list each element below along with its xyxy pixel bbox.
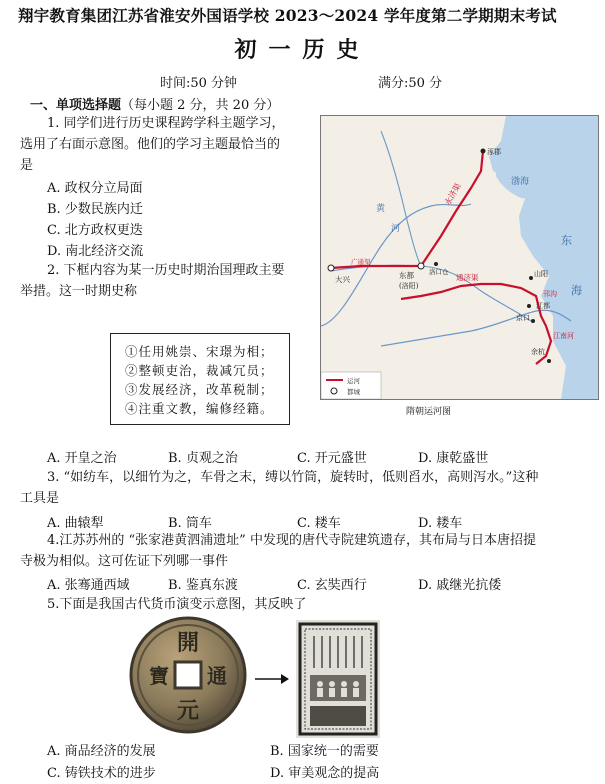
label-guangtong: 广通渠	[351, 258, 371, 266]
legend-capital: 都城	[347, 388, 360, 396]
q3-line2: 工具是	[20, 491, 60, 506]
q4-line1: 4.江苏苏州的 “张家港黄泗浦遗址” 中发现的唐代寺院建筑遗存，其布局与日本唐招提	[47, 533, 536, 548]
q1-line1: 1. 同学们进行历史课程跨学科主题学习，	[47, 116, 285, 131]
policy-item: ④注重文教，编修经籍。	[125, 401, 274, 416]
q3-line1: 3. “如纺车，以细竹为之，车骨之末，缚以竹筒，旋转时，低则舀水，高则泻水。”这种	[47, 470, 539, 485]
q2-option-a[interactable]: A. 开皇之治	[47, 451, 117, 466]
q1-option-d[interactable]: D. 南北经济交流	[47, 244, 144, 259]
label-jiangdu: 江都	[536, 302, 550, 310]
map-caption: 隋朝运河图	[406, 407, 452, 417]
coin-char-top: 開	[176, 630, 200, 656]
school-title: 翔宇教育集团江苏省淮安外国语学校 2023～2024 学年度第二学期期末考试	[18, 6, 557, 25]
q3-option-d[interactable]: D. 耧车	[418, 516, 463, 531]
q4-option-d[interactable]: D. 戚继光抗倭	[418, 578, 502, 593]
legend-canal: 运河	[347, 377, 360, 385]
policy-item: ①任用姚崇、宋璟为相；	[125, 344, 274, 359]
capital-dot	[328, 265, 334, 271]
policy-item: ②整顿吏治，裁减冗员；	[125, 363, 274, 378]
arrow-svg	[255, 673, 289, 685]
label-luokou: 洛口仓	[429, 268, 449, 276]
subject-title: 初一历史	[234, 37, 371, 63]
q2-line2: 举措。这一时期史称	[20, 284, 138, 299]
coin-hole	[175, 662, 201, 688]
q1-option-b[interactable]: B. 少数民族内迁	[47, 202, 143, 217]
q5-option-d[interactable]: D. 审美观念的提高	[270, 766, 380, 781]
q1-option-c[interactable]: C. 北方政权更迭	[47, 223, 143, 238]
label-luoyang: (洛阳)	[399, 282, 419, 290]
capital-dot	[418, 263, 424, 269]
label-yuhang: 余杭	[531, 348, 545, 356]
q5-option-b[interactable]: B. 国家统一的需要	[270, 744, 379, 759]
q4-option-c[interactable]: C. 玄奘西行	[297, 578, 367, 593]
q4-line2: 寺极为相似。这可佐证下列哪一事件	[20, 554, 229, 569]
city-dot	[527, 304, 531, 308]
city-dot	[481, 149, 486, 154]
q2-option-d[interactable]: D. 康乾盛世	[418, 451, 489, 466]
label-jingkou: 京口	[516, 314, 530, 322]
policy-box	[110, 333, 290, 425]
sui-canal-map	[320, 115, 599, 400]
city-dot	[531, 319, 535, 323]
q3-option-c[interactable]: C. 耧车	[297, 516, 341, 531]
map-svg	[321, 116, 598, 399]
q4-option-a[interactable]: A. 张骞通西域	[47, 578, 130, 593]
q2-option-b[interactable]: B. 贞观之治	[168, 451, 238, 466]
coin-char-right: 通	[207, 664, 227, 688]
q4-option-b[interactable]: B. 鉴真东渡	[168, 578, 238, 593]
legend-capital-dot	[331, 388, 337, 394]
q5-line1: 5.下面是我国古代货币演变示意图，其反映了	[47, 597, 307, 612]
label-tongji: 通济渠	[456, 273, 479, 282]
q1-option-a[interactable]: A. 政权分立局面	[47, 181, 143, 196]
label-hangou: 邗沟	[543, 290, 557, 298]
policy-item: ③发展经济，改革税制；	[125, 382, 274, 397]
label-huanghe: 黄	[376, 204, 386, 214]
label-shanyang: 山阳	[534, 270, 548, 278]
label-donghai-1: 东	[561, 234, 572, 247]
q5-option-a[interactable]: A. 商品经济的发展	[47, 744, 156, 759]
coin-char-left: 寶	[149, 664, 169, 688]
q1-line3: 是	[20, 158, 34, 173]
label-yongji: 永济渠	[442, 181, 463, 207]
city-dot	[529, 276, 533, 280]
arrow-icon	[255, 670, 289, 682]
q3-option-a[interactable]: A. 曲辕犁	[47, 516, 104, 531]
exam-time: 时间:50 分钟	[160, 76, 238, 91]
q2-option-c[interactable]: C. 开元盛世	[297, 451, 367, 466]
coin-svg	[125, 615, 252, 735]
label-daxing: 大兴	[335, 275, 350, 284]
section-heading-bold: 一、单项选择题	[30, 98, 122, 113]
city-dot	[547, 359, 551, 363]
kaiyuan-coin-image	[125, 615, 252, 735]
section-heading-rest: （每小题 2 分，共 20 分）	[121, 98, 280, 113]
label-dongdu: 东都	[399, 271, 414, 280]
note-svg	[296, 620, 380, 738]
label-he: 河	[391, 224, 401, 234]
note-bottom-panel	[310, 706, 366, 726]
label-jiangnan: 江南河	[553, 332, 574, 340]
q1-line2: 选用了右面示意图。他们的学习主题最恰当的	[20, 137, 281, 152]
city-dot	[434, 262, 438, 266]
q5-option-c[interactable]: C. 铸铁技术的进步	[47, 766, 156, 781]
label-donghai-2: 海	[571, 284, 582, 297]
jiaozi-note-image	[296, 620, 380, 738]
label-bohai: 渤海	[511, 177, 530, 187]
label-zhuojun: 涿郡	[487, 148, 501, 156]
section-heading	[30, 94, 279, 113]
coin-char-bottom: 元	[176, 698, 200, 724]
q2-line1: 2. 下框内容为某一历史时期治国理政主要	[47, 263, 285, 278]
full-score: 满分:50 分	[378, 76, 443, 91]
q3-option-b[interactable]: B. 筒车	[168, 516, 212, 531]
